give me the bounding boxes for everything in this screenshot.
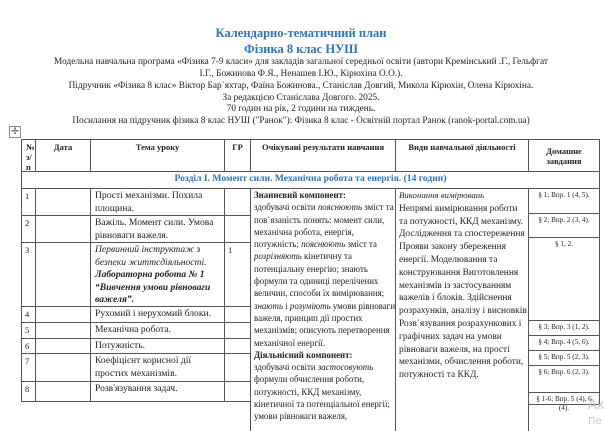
activities-italic: Виконання вимірювань — [399, 190, 485, 200]
t: здобувачі освіти — [254, 362, 318, 373]
row-topic: Потужність. — [90, 338, 225, 354]
row-date-cell[interactable] — [35, 188, 91, 216]
safety-briefing: Первинний інструктаж з безпеки життєдіяльності. — [95, 244, 207, 268]
outcomes-text — [254, 189, 396, 422]
t: умови рівноваги важеля, принцип дії простих механізмів; описують перетворення механічної енергії. — [254, 300, 396, 348]
row-gr — [224, 215, 251, 243]
row-number: 1 — [21, 188, 36, 216]
homework-cell: § 1, 2. — [528, 237, 600, 321]
row-topic — [90, 242, 225, 307]
col-header-number: № з/ п — [21, 139, 36, 172]
textbook-line: Підручник «Фізика 8 клас» Віктор Бар᾽яхтар, Фаїна Божинова., Станіслав Довгий, Микола Кірюхін, Олена Кірюхіна. — [68, 81, 534, 91]
program-line-2: І.Г., Божинова Ф.Я., Ненашев І.Ю., Кірюхіна О.О.). — [199, 69, 403, 79]
t: знають — [254, 300, 284, 311]
watermark-line-2: Пе — [588, 416, 602, 427]
t: зміст та пов᾽язаність понять: момент сили, механічна робота, енергія, потужність; — [254, 202, 394, 250]
t: і — [283, 300, 290, 311]
col-header-homework: Домашнє завдання — [528, 139, 600, 172]
homework-cell: § 1-6; Впр. 5 (4), 6 (4). — [528, 392, 600, 405]
row-date-cell[interactable] — [35, 338, 91, 354]
lab-work-title: Лабораторна робота № 1 “Вивчення умови рівноваги важеля”. — [95, 269, 211, 305]
row-topic: Важіль. Момент сили. Умова рівноваги важеля. — [90, 215, 225, 243]
table-move-handle-icon[interactable]: ✢ — [9, 126, 21, 138]
t: здобувачі освіти — [254, 202, 318, 213]
row-gr — [224, 306, 251, 323]
t: розрізняють — [254, 251, 302, 262]
row-date-cell[interactable] — [35, 381, 91, 402]
row-gr — [224, 188, 251, 216]
activities-text — [399, 189, 527, 399]
t: зміст та — [345, 239, 377, 250]
col-header-activities: Види навчальної діяльності — [395, 139, 529, 172]
activities-body: Непрямі вимірювання роботи та потужності, ККД механізму. Дослідження та спостереження Прояви закону збереження енергії. Моделювання та конструювання Виготовлення механізмів із застосуванням важелів і блоків. Здійснення розрахунків, аналізу і висновків Розв᾽язування розрахункових і графічних задач на умови рівноваги важеля, на прості механізми, обчислення роботи, потужності та ККД. — [399, 203, 527, 381]
col-header-outcomes: Очікувані результати навчання — [250, 139, 396, 172]
activity-component-title: Діяльнісний компонент: — [254, 349, 353, 360]
row-date-cell[interactable] — [35, 306, 91, 323]
row-number: 3 — [21, 242, 36, 307]
doc-title: Календарно-тематичний план — [215, 26, 387, 40]
row-gr: 1 — [224, 242, 251, 307]
homework-cell: § 1; Впр. 1 (4, 5). — [528, 188, 600, 214]
t: пояснюють — [301, 239, 346, 250]
row-date-cell[interactable] — [35, 353, 91, 382]
hours-line: 70 годин на рік, 2 години на тиждень. — [226, 104, 376, 114]
col-header-gr: ГР — [224, 139, 251, 172]
row-topic: Розв'язування задач. — [90, 381, 225, 402]
t: пояснюють — [317, 202, 363, 213]
t: розуміють — [289, 300, 331, 311]
row-number: 5 — [21, 322, 36, 339]
homework-cell: § 4; Впр. 4 (5, 6). — [528, 335, 600, 351]
knowledge-title: Знаннєвий компонент: — [254, 190, 346, 200]
col-header-date: Дата — [35, 139, 91, 172]
row-gr — [224, 381, 251, 402]
row-topic: Механічна робота. — [90, 322, 225, 339]
row-topic: Рухомий і нерухомий блоки. — [90, 306, 225, 323]
homework-cell: § 6; Впр. 6 (2, 3). — [528, 365, 600, 393]
link-line[interactable]: Посилання на підручник фізика 8 клас НУШ ("Ранок"): Фізика 8 клас - Освітній портал Ранок (ranok-portal.com.ua) — [72, 116, 530, 126]
row-gr — [224, 338, 251, 354]
homework-cell: § 5; Впр. 5 (2, 3). — [528, 350, 600, 366]
row-date-cell[interactable] — [35, 322, 91, 339]
row-date-cell[interactable] — [35, 242, 91, 307]
homework-cell: § 2; Впр. 2 (3, 4). — [528, 213, 600, 238]
row-number: 4 — [21, 306, 36, 323]
homework-cell: § 3; Впр. 3 (1, 2). — [528, 320, 600, 336]
col-header-topic: Тема уроку — [90, 139, 225, 172]
row-number: 8 — [21, 381, 36, 402]
row-topic: Прості механізми. Похила площина. — [90, 188, 225, 216]
program-line-1: Модельна навчальна програма «Фізика 7-9 класи» для закладів загальної середньої освіти (автори Кремінський .Г., Гельфгат — [54, 57, 548, 67]
row-gr — [224, 322, 251, 339]
row-number: 7 — [21, 353, 36, 382]
t: застосовують — [317, 362, 374, 373]
section-header: Розділ І. Момент сили. Механічна робота та енергія. (14 годин) — [21, 171, 600, 189]
row-date-cell[interactable] — [35, 215, 91, 243]
t: формули обчислення роботи, потужності, ККД механізму, кінетичної та потенціальної енергії; умови рівноваги важеля, — [254, 374, 390, 422]
row-number: 6 — [21, 338, 36, 354]
row-topic: Коефіцієнт корисної дії простих механізмів. — [90, 353, 225, 382]
row-gr — [224, 353, 251, 382]
doc-subtitle: Фізика 8 клас НУШ — [244, 42, 358, 56]
watermark-line-1: Ак — [588, 398, 605, 413]
row-number: 2 — [21, 215, 36, 243]
t: кінетичну та потенціальну енергію; знають формули та одиниці перелічених величин, способи їх вимірювання; — [254, 251, 385, 299]
editor-line: За редакцією Станіслава Довгого. 2025. — [222, 93, 380, 103]
